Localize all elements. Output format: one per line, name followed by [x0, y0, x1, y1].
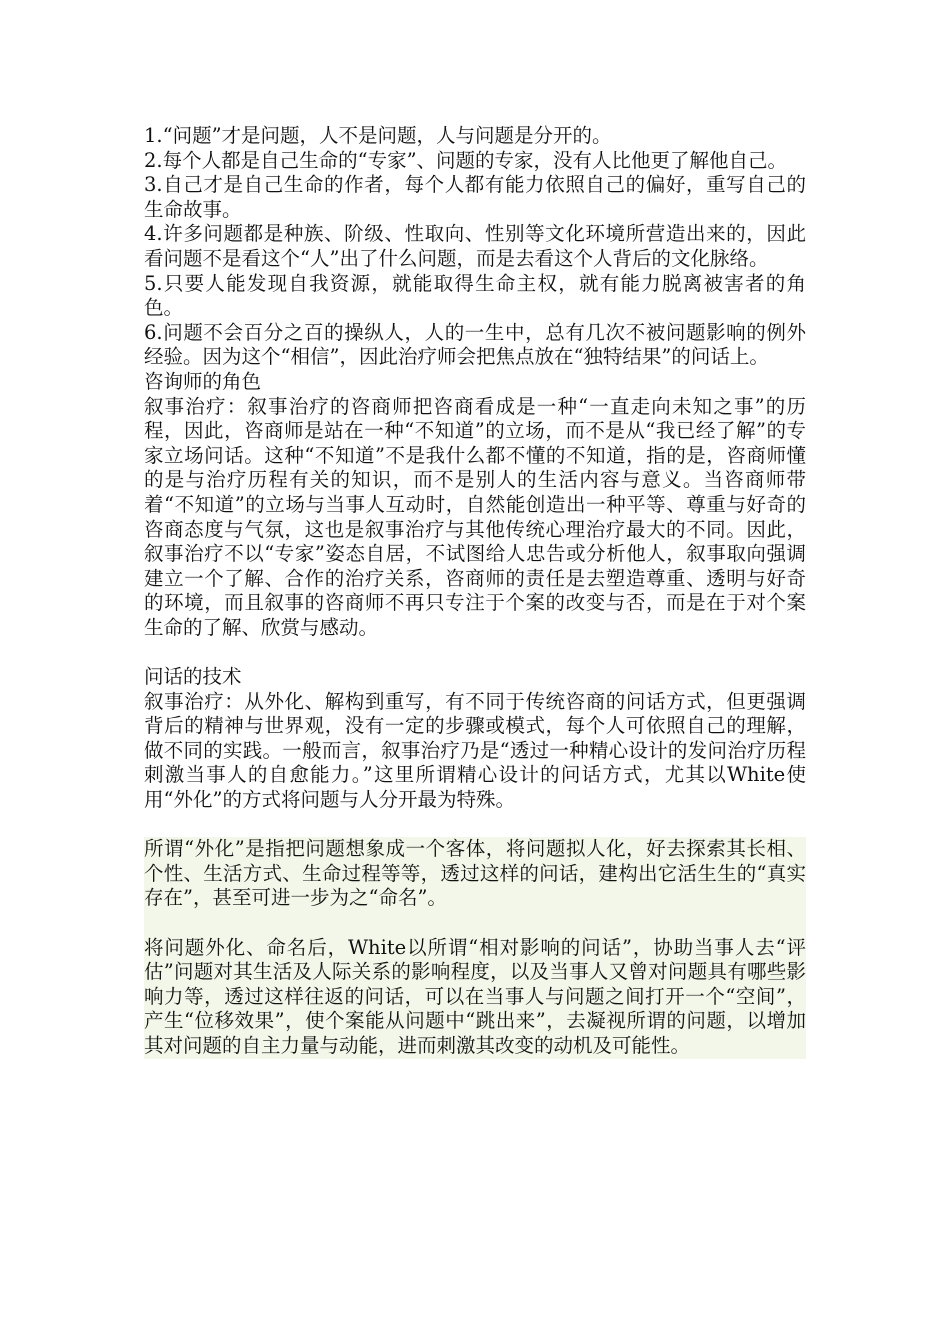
- paragraph-spacer: [144, 813, 806, 838]
- section-heading-questioning-technique: 问话的技术: [144, 665, 242, 689]
- principle-1: 1.“问题”才是问题，人不是问题，人与问题是分开的。: [144, 124, 612, 147]
- section-heading-counselor-role: 咨询师的角色: [144, 369, 262, 393]
- counselor-role-paragraph: 叙事治疗：叙事治疗的咨商师把咨商看成是一种“一直走向未知之事”的历程，因此，咨商师是站在一种“不知道”的立场，而不是从“我已经了解”的专家立场问话。这种“不知道”不是我什么都不懂的不知道，指的是，咨商师懂的是与治疗历程有关的知识，而不是别人的生活内容与意义。当咨商师带着“不知道”的立场与当事人互动时，自然能创造出一种平等、尊重与好奇的咨商态度与气氛，这也是叙事治疗与其他传统心理治疗最大的不同。因此，叙事治疗不以“专家”姿态自居，不试图给人忠告或分析他人，叙事取向强调建立一个了解、合作的治疗关系，咨商师的责任是去塑造尊重、透明与好奇的环境，而且叙事的咨商师不再只专注于个案的改变与否，而是在于对个案生命的了解、欣赏与感动。: [144, 394, 806, 639]
- principle-6: 6.问题不会百分之百的操纵人，人的一生中，总有几次不被问题影响的例外经验。因为这个“相信”，因此治疗师会把焦点放在“独特结果”的问话上。: [144, 320, 806, 369]
- principle-5: 5.只要人能发现自我资源，就能取得生命主权，就有能力脱离被害者的角色。: [144, 271, 806, 320]
- paragraph-spacer: [144, 911, 806, 936]
- externalization-paragraph: 所谓“外化”是指把问题想象成一个客体，将问题拟人化，好去探索其长相、个性、生活方式、生命过程等等，透过这样的问话，建构出它活生生的“真实存在”，甚至可进一步为之“命名”。: [144, 837, 806, 910]
- relative-influence-paragraph: 将问题外化、命名后，White以所谓“相对影响的问话”，协助当事人去“评估”问题对其生活及人际关系的影响程度，以及当事人又曾对问题具有哪些影响力等，透过这样往返的问话，可以在当事人与问题之间打开一个“空间”，产生“位移效果”，使个案能从问题中“跳出来”，去凝视所谓的问题，以增加其对问题的自主力量与动能，进而刺激其改变的动机及可能性。: [144, 935, 806, 1057]
- principle-2: 2.每个人都是自己生命的“专家”、问题的专家，没有人比他更了解他自己。: [144, 148, 788, 172]
- questioning-technique-paragraph: 叙事治疗：从外化、解构到重写，有不同于传统咨商的问话方式，但更强调背后的精神与世界观，没有一定的步骤或模式，每个人可依照自己的理解，做不同的实践。一般而言，叙事治疗乃是“透过一种精心设计的发问治疗历程刺激当事人的自愈能力。”这里所谓精心设计的问话方式，尤其以White使用“外化”的方式将问题与人分开最为特殊。: [144, 689, 806, 812]
- principle-4: 4.许多问题都是种族、阶级、性取向、性别等文化环境所营造出来的，因此看问题不是看这个“人”出了什么问题，而是去看这个人背后的文化脉络。: [144, 222, 806, 270]
- highlighted-block: [144, 837, 806, 1058]
- paragraph-spacer: [144, 640, 806, 665]
- document-page: [144, 124, 806, 1059]
- principle-3: 3.自己才是自己生命的作者，每个人都有能力依照自己的偏好，重写自己的生命故事。: [144, 173, 806, 221]
